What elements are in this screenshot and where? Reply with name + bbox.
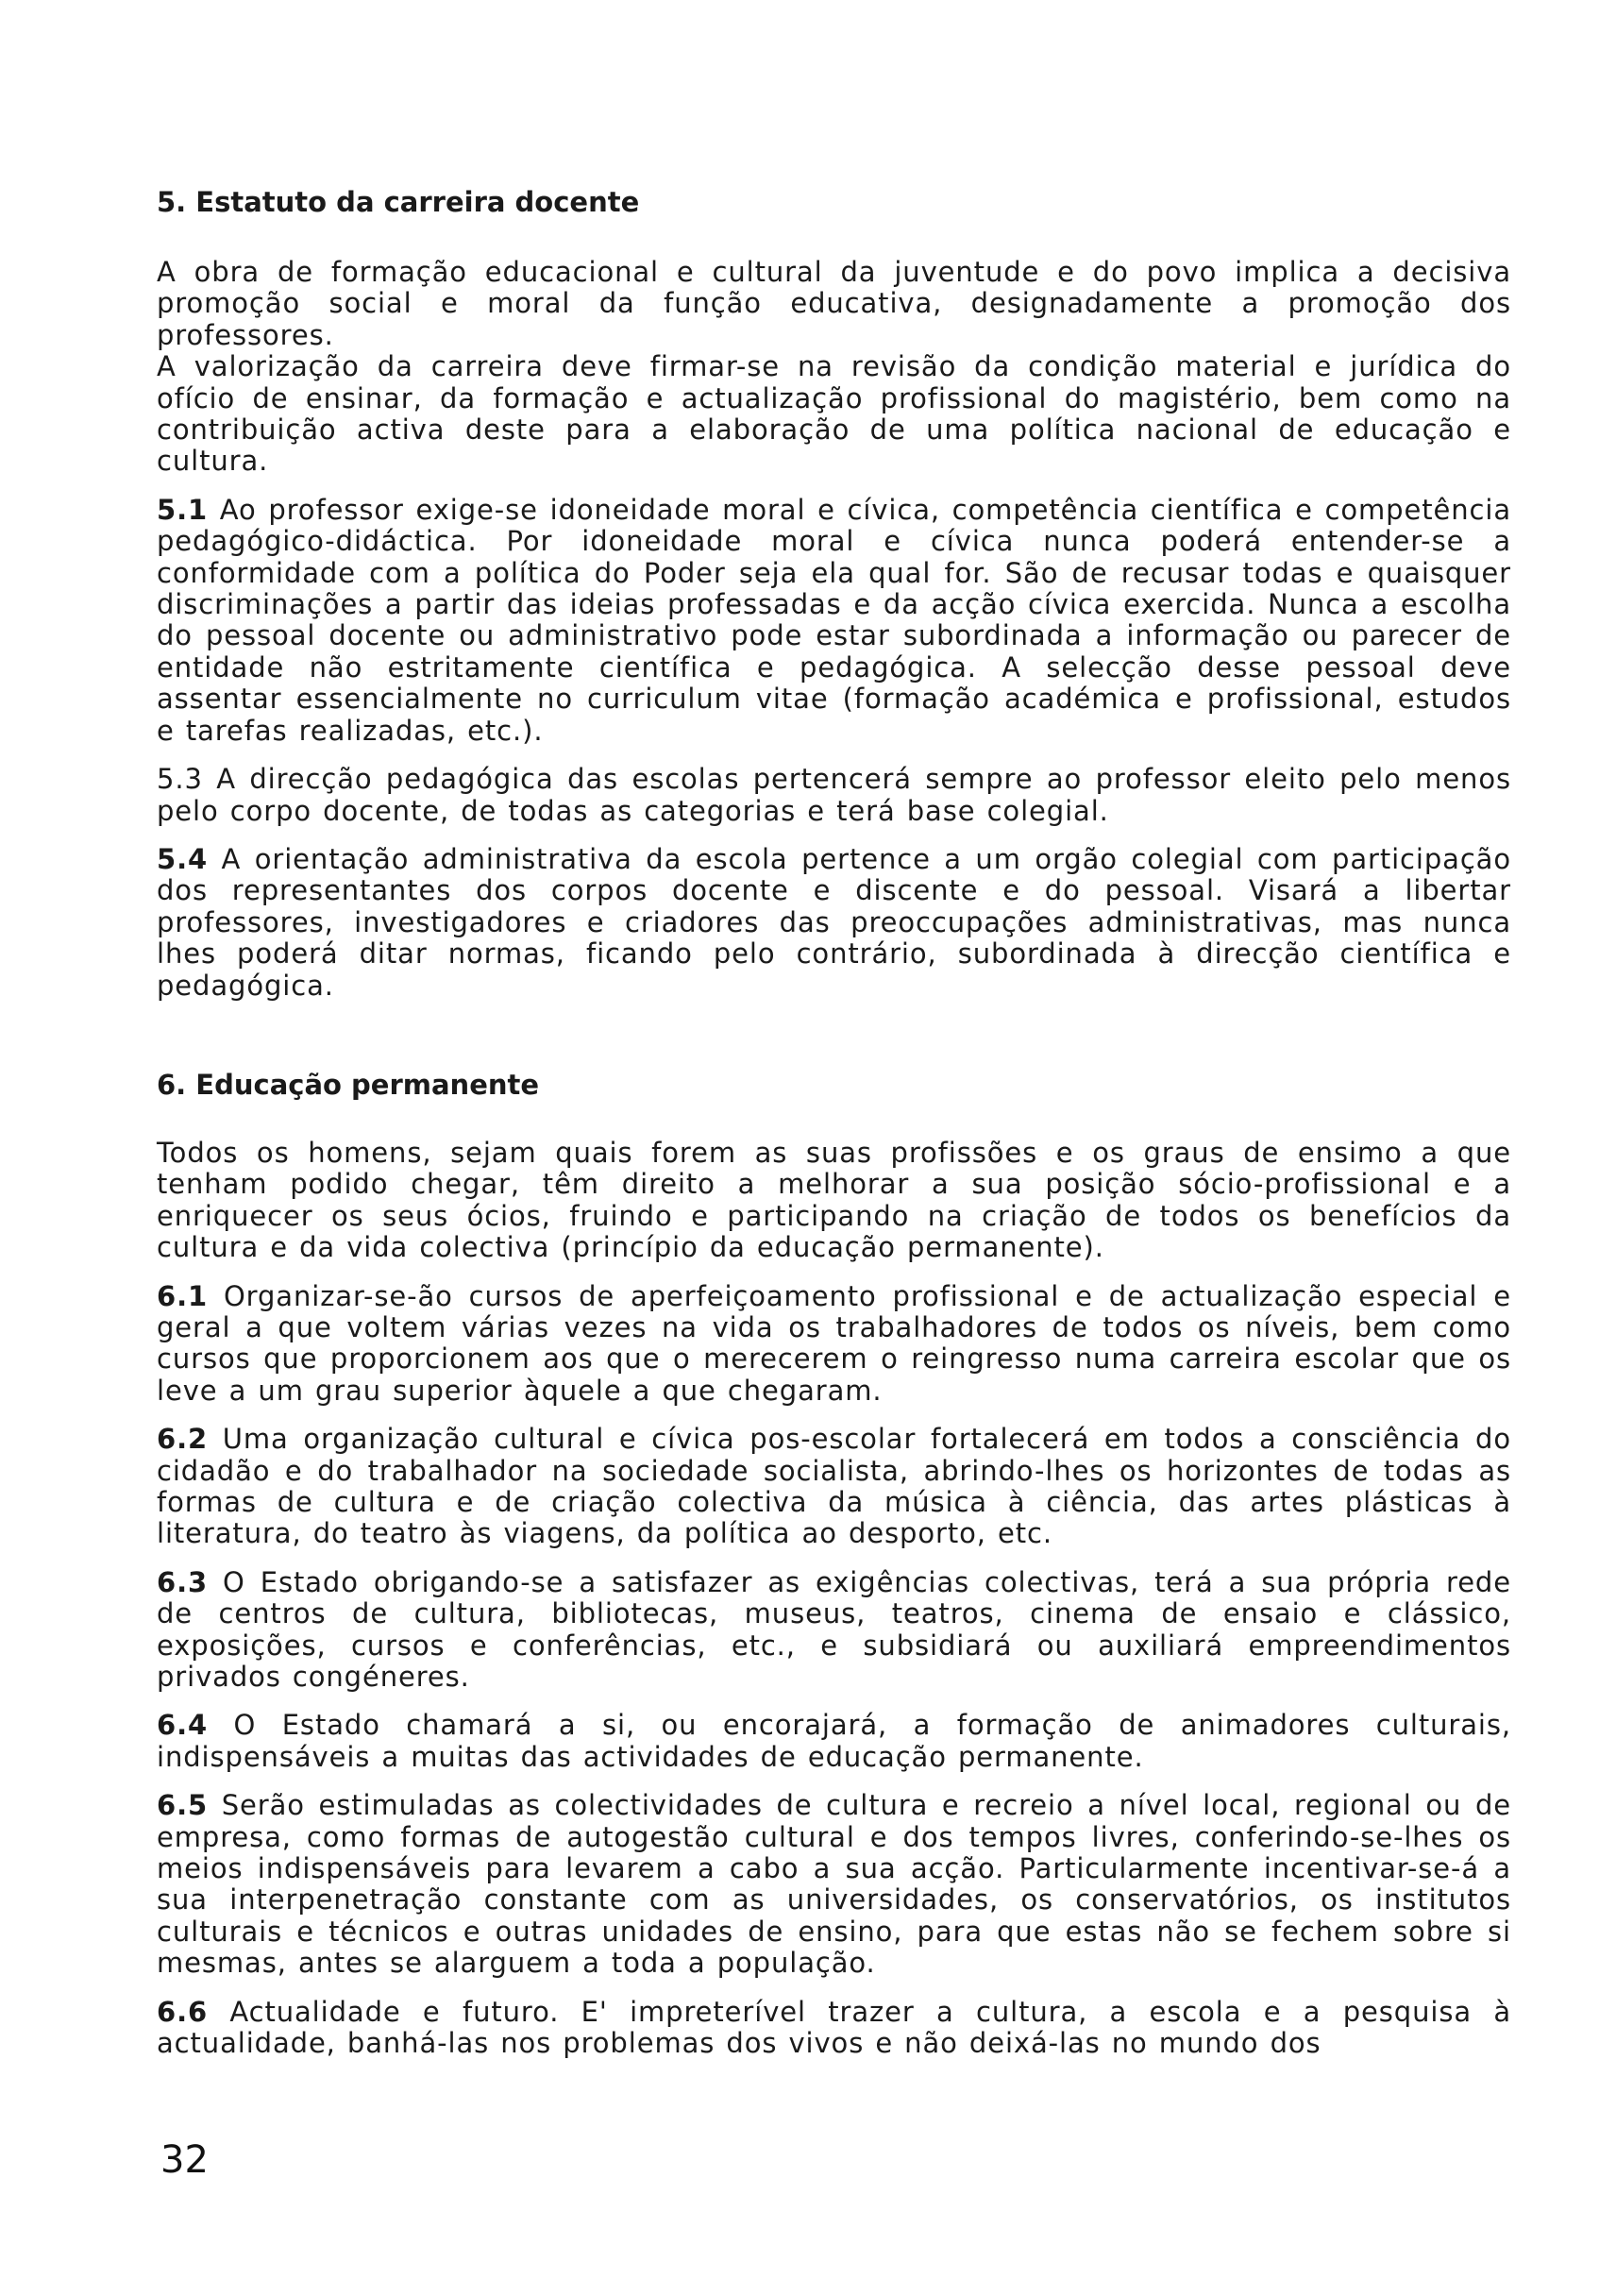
paragraph-5-intro: A obra de formação educacional e cultural da juventude e do povo implica a decisiva promoção social e moral da função educativa, designadamente a promoção dos professores. — [157, 256, 1511, 351]
paragraph-6-5 — [157, 1790, 1511, 1979]
section-5-heading: 5. Estatuto da carreira docente — [157, 186, 640, 218]
paragraph-5-3 — [157, 764, 1511, 827]
paragraph-text: A orientação administrativa da escola pertence a um orgão colegial com participação dos representantes dos corpos docente e discente e do pessoal. Visará a libertar professores, investigadores e criadores das preoccupações administrativas, mas nunca lhes poderá ditar normas, ficando pelo contrário, subordinada à direcção científica e pedagógica. — [157, 842, 1511, 1002]
paragraph-6-2 — [157, 1424, 1511, 1550]
page-number: 32 — [160, 2138, 209, 2182]
paragraph-6-6 — [157, 1997, 1511, 2060]
paragraph-number: 6.6 — [157, 1995, 209, 2028]
paragraph-number: 6.2 — [157, 1423, 209, 1456]
paragraph-6-3 — [157, 1567, 1511, 1694]
paragraph-text: Ao professor exige-se idoneidade moral e cívica, competência científica e competência pedagógico-didáctica. Por idoneidade moral e cívica nunca poderá entender-se a conformidade com a política do Poder seja ela qual for. São de recusar todas e quaisquer discriminações a partir das ideias professadas e da acção cívica exercida. Nunca a escolha do pessoal docente ou administrativo pode estar subordinada a informação ou parecer de entidade não estritamente científica e pedagógica. A selecção desse pessoal deve assentar essencialmente no curriculum vitae (formação académica e profissional, estudos e tarefas realizadas, etc.). — [157, 493, 1511, 747]
paragraph-6-intro: Todos os homens, sejam quais forem as suas profissões e os graus de ensimo a que tenham podido chegar, têm direito a melhorar a sua posição sócio-profissional e a enriquecer os seus ócios, fruindo e participando na criação de todos os benefícios da cultura e da vida colectiva (princípio da educação permanente). — [157, 1136, 1511, 1264]
paragraph-number: 6.4 — [157, 1709, 209, 1742]
page-body — [157, 185, 1511, 2077]
paragraph-text: Serão estimuladas as colectividades de cultura e recreio a nível local, regional ou de empresa, como formas de autogestão cultural e dos tempos livres, conferindo-se-lhes os meios indispensáveis para levarem a cabo a sua acção. Particularmente incentivar-se-á a sua interpenetração constante com as universidades, os conservatórios, os institutos culturais e técnicos e outras unidades de ensino, para que estas não se fechem sobre si mesmas, antes se alarguem a toda a população. — [157, 1789, 1511, 1980]
paragraph-text: Uma organização cultural e cívica pos-escolar fortalecerá em todos a consciência do cidadão e do trabalhador na sociedade socialista, abrindo-lhes os horizontes de todas as formas de cultura e de criação colectiva da música à ciência, das artes plásticas à literatura, do teatro às viagens, da política ao desporto, etc. — [157, 1423, 1511, 1550]
paragraph-text: O Estado chamará a si, ou encorajará, a formação de animadores culturais, indispensáveis a muitas das actividades de educação permanente. — [157, 1709, 1511, 1773]
paragraph-6-1 — [157, 1281, 1511, 1408]
paragraph-5-valorizacao: A valorização da carreira deve firmar-se na revisão da condição material e jurídica do ofício de ensinar, da formação e actualização profissional do magistério, bem como na contribuição activa deste para a elaboração de uma política nacional de educação e cultura. — [157, 350, 1511, 478]
paragraph-5-1 — [157, 495, 1511, 747]
paragraph-text: O Estado obrigando-se a satisfazer as exigências colectivas, terá a sua própria rede de centros de cultura, bibliotecas, museus, teatros, cinema de ensaio e clássico, exposições, cursos e conferências, etc., e subsidiará ou auxiliará empreendimentos privados congéneres. — [157, 1565, 1511, 1694]
paragraph-number: 6.1 — [157, 1279, 209, 1312]
paragraph-number: 5.3 — [157, 763, 203, 796]
paragraph-text: Organizar-se-ão cursos de aperfeiçoamento profissional e de actualização especial e geral a que voltem várias vezes na vida os trabalhadores de todos os níveis, bem como cursos que proporcionem aos que o merecerem o reingresso numa carreira escolar que os leve a um grau superior àquele a que chegaram. — [157, 1279, 1511, 1407]
paragraph-5-4 — [157, 844, 1511, 1002]
paragraph-number: 5.4 — [157, 842, 209, 875]
paragraph-number: 5.1 — [157, 493, 209, 526]
paragraph-number: 6.3 — [157, 1565, 209, 1598]
paragraph-6-4 — [157, 1710, 1511, 1773]
paragraph-text: A direcção pedagógica das escolas pertencerá sempre ao professor eleito pelo menos pelo corpo docente, de todas as categorias e terá base colegial. — [157, 763, 1511, 827]
paragraph-number: 6.5 — [157, 1789, 209, 1822]
section-6-heading: 6. Educação permanente — [157, 1068, 540, 1101]
paragraph-text: Actualidade e futuro. E' impreterível trazer a cultura, a escola e a pesquisa à actualidade, banhá-las nos problemas dos vivos e não deixá-las no mundo dos — [157, 1995, 1511, 2060]
